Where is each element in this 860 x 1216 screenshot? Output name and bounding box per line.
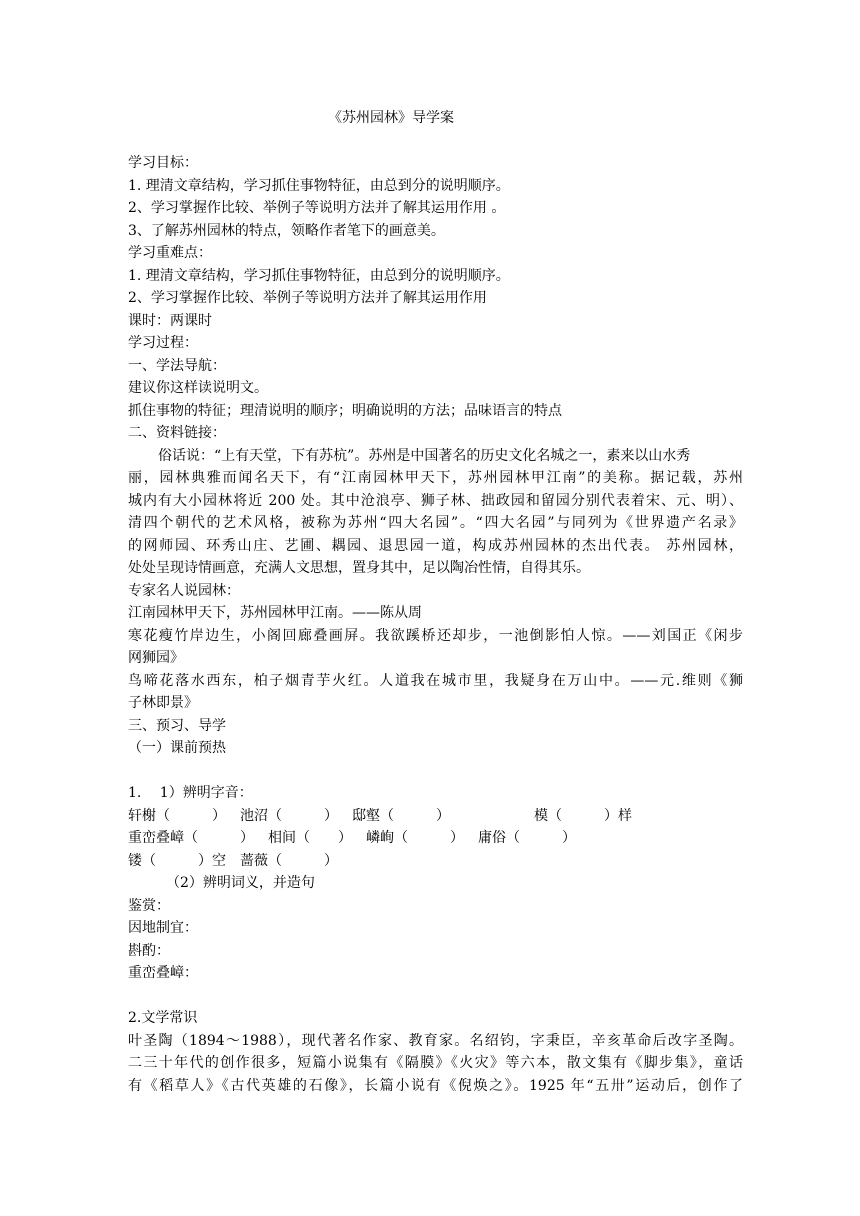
- section1-heading: 一、学法导航：: [128, 357, 226, 374]
- resource-paragraph-line: 的网师园、环秀山庄、艺圃、耦园、退思园一道，构成苏州园林的杰出代表。 苏州园林，: [128, 537, 743, 554]
- answer-blank[interactable]: ）: [170, 807, 226, 824]
- vocab-item: 斟酌：: [128, 942, 170, 959]
- experts-heading: 专家名人说园林：: [128, 582, 240, 599]
- exercise1-heading: 1. 1）辨明字音：: [128, 785, 253, 801]
- resource-paragraph-line: 丽，园林典雅而闻名天下，有“江南园林甲天下，苏州园林甲江南”的美称。据记载，苏州: [128, 470, 743, 486]
- pronunciation-cell: 嶙峋（: [352, 830, 408, 846]
- answer-blank[interactable]: ）: [282, 852, 338, 869]
- resource-paragraph-line: 清四个朝代的艺术风格，被称为苏州“四大名园”。“四大名园”与同列为《世界遗产名录》: [128, 515, 743, 531]
- process-heading: 学习过程：: [128, 335, 198, 351]
- objectives-heading: 学习目标：: [128, 155, 198, 171]
- pronunciation-cell: 重峦叠嶂（: [128, 830, 198, 846]
- key-point-item: 1. 理清文章结构，学习抓住事物特征，由总到分的说明顺序。: [128, 267, 510, 284]
- resource-paragraph-line: 俗话说：“上有天堂，下有苏杭”。苏州是中国著名的历史文化名城之一，素来以山水秀: [158, 447, 691, 464]
- answer-blank[interactable]: ）: [408, 830, 464, 846]
- section3-heading: 三、预习、导学: [128, 717, 226, 734]
- pronunciation-row: [128, 827, 743, 850]
- answer-blank[interactable]: ）样: [562, 807, 632, 824]
- quote-line: 子林即景》: [128, 695, 198, 711]
- objective-item: 3、了解苏州园林的特点，领略作者笔下的画意美。: [128, 222, 445, 239]
- objective-item: 1. 理清文章结构，学习抓住事物特征，由总到分的说明顺序。: [128, 177, 510, 194]
- pronunciation-cell: 庸俗（: [464, 830, 520, 846]
- quote-line: 江南园林甲天下，苏州园林甲江南。——陈从周: [128, 605, 422, 621]
- pronunciation-cell: 相间（: [254, 830, 310, 846]
- key-points-heading: 学习重难点：: [128, 245, 212, 261]
- section1-line: 建议你这样读说明文。: [128, 380, 268, 396]
- answer-blank[interactable]: ）: [282, 807, 338, 824]
- pronunciation-cell: 模（: [450, 807, 562, 824]
- subsection1-heading: （一）课前预热: [128, 740, 226, 756]
- answer-blank[interactable]: ）: [394, 807, 450, 824]
- pronunciation-cell: 蔷薇（: [226, 852, 282, 869]
- vocab-item: 因地制宜：: [128, 920, 198, 936]
- pronunciation-cell: 轩榭（: [128, 807, 170, 824]
- resource-paragraph-line: 处处呈现诗情画意，充满人文思想，置身其中，足以陶冶性情，自得其乐。: [128, 560, 590, 576]
- section2-heading: 二、资料链接：: [128, 425, 226, 441]
- answer-blank[interactable]: ）: [520, 830, 576, 846]
- quote-line: 鸟啼花落水西东，柏子烟青芋火红。人道我在城市里，我疑身在万山中。——元.维则《狮: [128, 672, 743, 689]
- pronunciation-cell: 池沼（: [226, 807, 282, 824]
- section1-line: 抓住事物的特征；理清说明的顺序；明确说明的方法；品味语言的特点: [128, 402, 562, 419]
- class-hours: 课时：两课时: [128, 312, 212, 329]
- document-body: [128, 107, 743, 1097]
- quote-line: 寒花瘦竹岸边生，小阁回廊叠画屏。我欲蹊桥还却步，一池倒影怕人惊。——刘国正《闲步: [128, 627, 743, 644]
- pronunciation-cell: 镂（: [128, 852, 156, 869]
- literature-line: 二三十年代的创作很多，短篇小说集有《隔膜》《火灾》等六本，散文集有《脚步集》，童话: [128, 1055, 743, 1071]
- blank-line: [128, 130, 743, 153]
- vocab-item: 重峦叠嶂：: [128, 965, 198, 981]
- exercise1-part2: （2）辨明词义，并造句: [166, 875, 315, 891]
- literature-line: 叶圣陶（1894～1988），现代著名作家、教育家。名绍钧，字秉臣，辛亥革命后改字圣陶。: [128, 1032, 743, 1049]
- answer-blank[interactable]: ）空: [156, 852, 226, 869]
- blank-line: [128, 985, 743, 1008]
- answer-blank[interactable]: ）: [198, 830, 254, 846]
- literature-line: 有《稻草人》《古代英雄的石像》，长篇小说有《倪焕之》。1925 年“五卅”运动后，创作了: [128, 1077, 743, 1094]
- key-point-item: 2、学习掌握作比较、举例子等说明方法并了解其运用作用: [128, 290, 487, 306]
- resource-paragraph-line: 城内有大小园林将近 200 处。其中沧浪亭、狮子林、拙政园和留园分别代表着宋、元、明）、: [128, 492, 743, 509]
- document-title: 《苏州园林》导学案: [328, 110, 454, 126]
- pronunciation-cell: 邸壑（: [338, 807, 394, 824]
- objective-item: 2、学习掌握作比较、举例子等说明方法并了解其运用作用 。: [128, 200, 506, 216]
- blank-line: [128, 760, 743, 783]
- pronunciation-row: [128, 850, 743, 873]
- exercise2-heading: 2.文学常识: [128, 1010, 198, 1026]
- pronunciation-row: [128, 805, 743, 828]
- vocab-item: 鉴赏：: [128, 897, 170, 914]
- quote-line: 网狮园》: [128, 650, 184, 666]
- answer-blank[interactable]: ）: [310, 830, 352, 846]
